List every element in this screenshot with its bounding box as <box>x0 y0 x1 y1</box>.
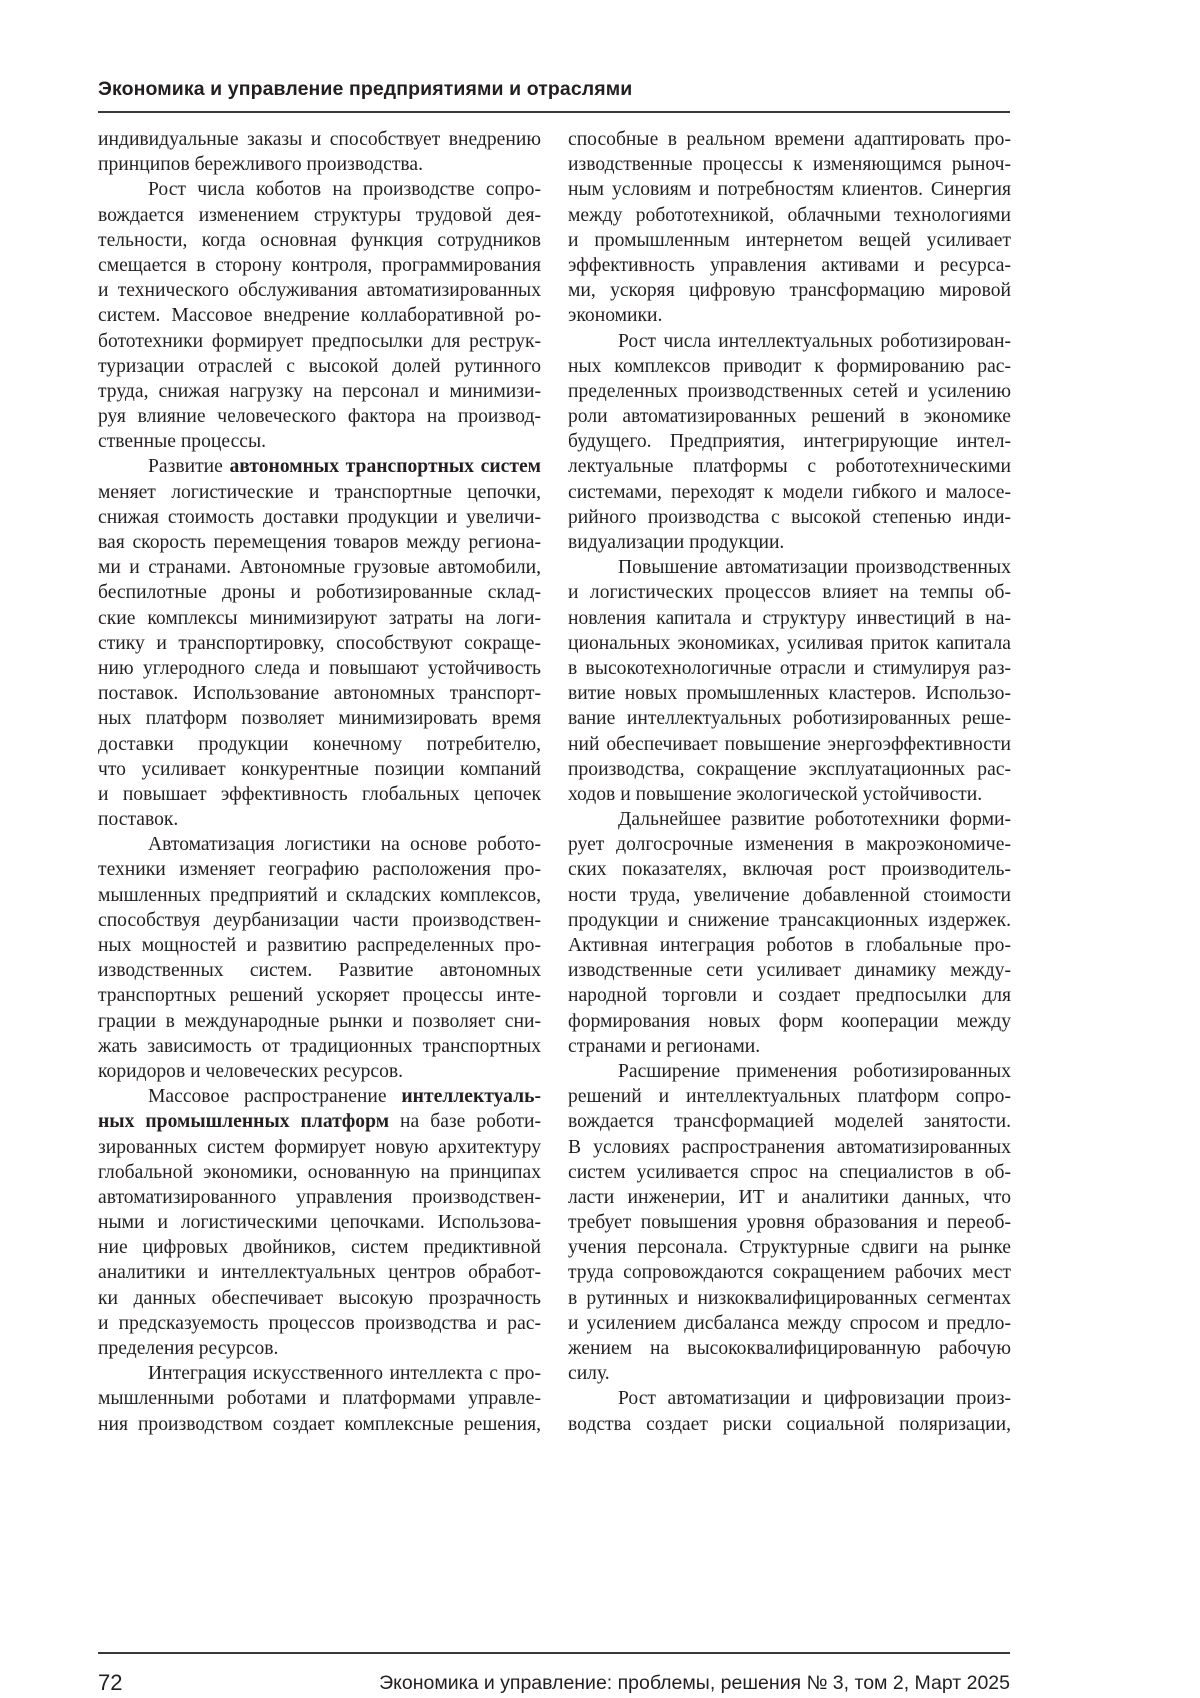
text-line: Повышение автоматизации производственных <box>568 555 1011 580</box>
text-line: вание интеллектуальных роботизированных реше- <box>568 706 1011 731</box>
paragraph <box>98 177 541 454</box>
text-line: ности труда, увеличение добавленной стоимости <box>568 883 1011 908</box>
text-line: между робототехникой, облачными технологиями <box>568 203 1011 228</box>
text-line: формирования новых форм кооперации между <box>568 1009 1011 1034</box>
text-line: Рост числа интеллектуальных роботизирован- <box>568 329 1011 354</box>
text-line: Рост числа коботов на производстве сопро- <box>98 177 541 202</box>
paragraph <box>568 555 1011 807</box>
text-line: изводственные процессы к изменяющимся рыноч- <box>568 152 1011 177</box>
text-line: видуализации продукции. <box>568 530 1011 555</box>
text-line: ми, ускоряя цифровую трансформацию мировой <box>568 278 1011 303</box>
text-line: лектуальные платформы с робототехническими <box>568 454 1011 479</box>
text-line: изводственных систем. Развитие автономных <box>98 958 541 983</box>
bold-term: ных промышленных платформ <box>98 1111 389 1132</box>
left-column <box>98 127 541 1437</box>
paragraph <box>568 1386 1011 1436</box>
paragraph <box>98 127 541 177</box>
text-line: в рутинных и низкоквалифицированных сегментах <box>568 1286 1011 1311</box>
text-line: труда сопровождаются сокращением рабочих мест <box>568 1260 1011 1285</box>
text-segment: Развитие <box>148 456 230 477</box>
text-line: ных платформ позволяет минимизировать время <box>98 706 541 731</box>
text-line: мышленных предприятий и складских комплексов, <box>98 883 541 908</box>
text-line: способные в реальном времени адаптировать про- <box>568 127 1011 152</box>
text-line: производства, сокращение эксплуатационных рас- <box>568 757 1011 782</box>
text-line: жением на высококвалифицированную рабочую <box>568 1336 1011 1361</box>
text-line <box>98 1109 541 1134</box>
journal-citation: Экономика и управление: проблемы, решения № 3, том 2, Март 2025 <box>379 1672 1010 1695</box>
text-line: В условиях распространения автоматизированных <box>568 1135 1011 1160</box>
text-line: стику и транспортировку, способствуют сокраще- <box>98 631 541 656</box>
text-line: нию углеродного следа и повышают устойчивость <box>98 656 541 681</box>
text-line: ласти инженерии, ИТ и аналитики данных, что <box>568 1185 1011 1210</box>
text-line: продукции и снижение трансакционных издержек. <box>568 908 1011 933</box>
text-line: витие новых промышленных кластеров. Использо- <box>568 681 1011 706</box>
footer-divider <box>98 1652 1010 1654</box>
text-line: Активная интеграция роботов в глобальные про- <box>568 933 1011 958</box>
paragraph <box>98 1084 541 1361</box>
text-line: рийного производства с высокой степенью инди- <box>568 505 1011 530</box>
text-line: коридоров и человеческих ресурсов. <box>98 1059 541 1084</box>
text-line: и логистических процессов влияет на темпы об- <box>568 580 1011 605</box>
text-line: ными и логистическими цепочками. Использова- <box>98 1210 541 1235</box>
text-line: способствуя деурбанизации части производствен- <box>98 908 541 933</box>
paragraph <box>568 127 1011 329</box>
text-line: Рост автоматизации и цифровизации произ- <box>568 1386 1011 1411</box>
bold-term: интеллектуаль- <box>401 1086 541 1107</box>
text-line: зированных систем формирует новую архитектуру <box>98 1135 541 1160</box>
text-line: ний обеспечивает повышение энергоэффективности <box>568 732 1011 757</box>
paragraph <box>98 454 541 832</box>
text-line: жать зависимость от традиционных транспортных <box>98 1034 541 1059</box>
text-line: вождается трансформацией моделей занятости. <box>568 1109 1011 1134</box>
text-line: изводственные сети усиливает динамику между- <box>568 958 1011 983</box>
text-line: ходов и повышение экологической устойчивости. <box>568 782 1011 807</box>
text-line: и усилением дисбаланса между спросом и предло- <box>568 1311 1011 1336</box>
text-line: экономики. <box>568 303 1011 328</box>
text-line: силу. <box>568 1361 1011 1386</box>
text-line: меняет логистические и транспортные цепочки, <box>98 480 541 505</box>
bold-term: автономных транспортных систем <box>230 456 542 477</box>
text-line: поставок. <box>98 807 541 832</box>
text-line: ми и странами. Автономные грузовые автомобили, <box>98 555 541 580</box>
paragraph <box>568 807 1011 1059</box>
text-line: туризации отраслей с высокой долей рутинного <box>98 354 541 379</box>
text-line: пределения ресурсов. <box>98 1336 541 1361</box>
text-line: что усиливает конкурентные позиции компаний <box>98 757 541 782</box>
text-line: доставки продукции конечному потребителю, <box>98 732 541 757</box>
text-line: руя влияние человеческого фактора на производ- <box>98 404 541 429</box>
text-line: систем усиливается спрос на специалистов в об- <box>568 1160 1011 1185</box>
right-column <box>568 127 1011 1437</box>
text-line: эффективность управления активами и ресурса- <box>568 253 1011 278</box>
text-line: циональных экономиках, усиливая приток капитала <box>568 631 1011 656</box>
paragraph <box>568 1059 1011 1386</box>
text-line: новления капитала и структуру инвестиций в на- <box>568 606 1011 631</box>
text-line: техники изменяет географию расположения про- <box>98 857 541 882</box>
text-line: ки данных обеспечивает высокую прозрачность <box>98 1286 541 1311</box>
text-line: учения персонала. Структурные сдвиги на рынке <box>568 1235 1011 1260</box>
text-line: поставок. Использование автономных транспорт- <box>98 681 541 706</box>
text-line: мышленными роботами и платформами управле- <box>98 1386 541 1411</box>
text-line: ние цифровых двойников, систем предиктивной <box>98 1235 541 1260</box>
running-header: Экономика и управление предприятиями и отраслями <box>98 78 632 101</box>
text-line: тельности, когда основная функция сотрудников <box>98 228 541 253</box>
text-line: и технического обслуживания автоматизированных <box>98 278 541 303</box>
text-line: Расширение применения роботизированных <box>568 1059 1011 1084</box>
text-line: народной торговли и создает предпосылки для <box>568 983 1011 1008</box>
text-line: систем. Массовое внедрение коллаборативной ро- <box>98 303 541 328</box>
text-line: бототехники формирует предпосылки для реструк- <box>98 329 541 354</box>
text-line: Автоматизация логистики на основе робото- <box>98 832 541 857</box>
text-line: рует долгосрочные изменения в макроэкономиче- <box>568 832 1011 857</box>
text-line: ния производством создает комплексные решения, <box>98 1412 541 1437</box>
text-line: Интеграция искусственного интеллекта с про- <box>98 1361 541 1386</box>
header-divider <box>98 111 1010 113</box>
text-line: водства создает риски социальной поляризации, <box>568 1412 1011 1437</box>
text-line: глобальной экономики, основанную на принципах <box>98 1160 541 1185</box>
text-line: транспортных решений ускоряет процессы инте- <box>98 983 541 1008</box>
text-line: автоматизированного управления производствен- <box>98 1185 541 1210</box>
text-line: ских показателях, включая рост производитель- <box>568 857 1011 882</box>
text-line: ных комплексов приводит к формированию рас- <box>568 354 1011 379</box>
text-line: грации в международные рынки и позволяет сни- <box>98 1009 541 1034</box>
text-line: пределенных производственных сетей и усилению <box>568 379 1011 404</box>
text-line <box>98 1084 541 1109</box>
text-line: ственные процессы. <box>98 429 541 454</box>
text-line: снижая стоимость доставки продукции и увеличи- <box>98 505 541 530</box>
text-segment: на базе роботи- <box>389 1111 541 1132</box>
text-line: и предсказуемость процессов производства и рас- <box>98 1311 541 1336</box>
paragraph <box>568 329 1011 556</box>
text-line: труда, снижая нагрузку на персонал и минимизи- <box>98 379 541 404</box>
text-line: Дальнейшее развитие робототехники форми- <box>568 807 1011 832</box>
text-line: и повышает эффективность глобальных цепочек <box>98 782 541 807</box>
text-line: смещается в сторону контроля, программирования <box>98 253 541 278</box>
text-line: странами и регионами. <box>568 1034 1011 1059</box>
text-line: решений и интеллектуальных платформ сопро- <box>568 1084 1011 1109</box>
paragraph <box>98 832 541 1084</box>
text-line: беспилотные дроны и роботизированные склад- <box>98 580 541 605</box>
text-line <box>98 454 541 479</box>
text-segment: Массовое распространение <box>148 1086 401 1107</box>
text-line: требует повышения уровня образования и переоб- <box>568 1210 1011 1235</box>
text-line: в высокотехнологичные отрасли и стимулируя раз- <box>568 656 1011 681</box>
text-line: ным условиям и потребностям клиентов. Синергия <box>568 177 1011 202</box>
text-line: и промышленным интернетом вещей усиливает <box>568 228 1011 253</box>
paragraph <box>98 1361 541 1437</box>
text-line: вождается изменением структуры трудовой дея- <box>98 203 541 228</box>
text-line: индивидуальные заказы и способствует внедрению <box>98 127 541 152</box>
text-line: роли автоматизированных решений в экономике <box>568 404 1011 429</box>
text-line: вая скорость перемещения товаров между региона- <box>98 530 541 555</box>
page-number: 72 <box>98 1670 122 1696</box>
text-line: принципов бережливого производства. <box>98 152 541 177</box>
text-line: будущего. Предприятия, интегрирующие интел- <box>568 429 1011 454</box>
text-line: ские комплексы минимизируют затраты на логи- <box>98 606 541 631</box>
text-line: аналитики и интеллектуальных центров обработ- <box>98 1260 541 1285</box>
text-line: ных мощностей и развитию распределенных про- <box>98 933 541 958</box>
text-line: системами, переходят к модели гибкого и малосе- <box>568 480 1011 505</box>
